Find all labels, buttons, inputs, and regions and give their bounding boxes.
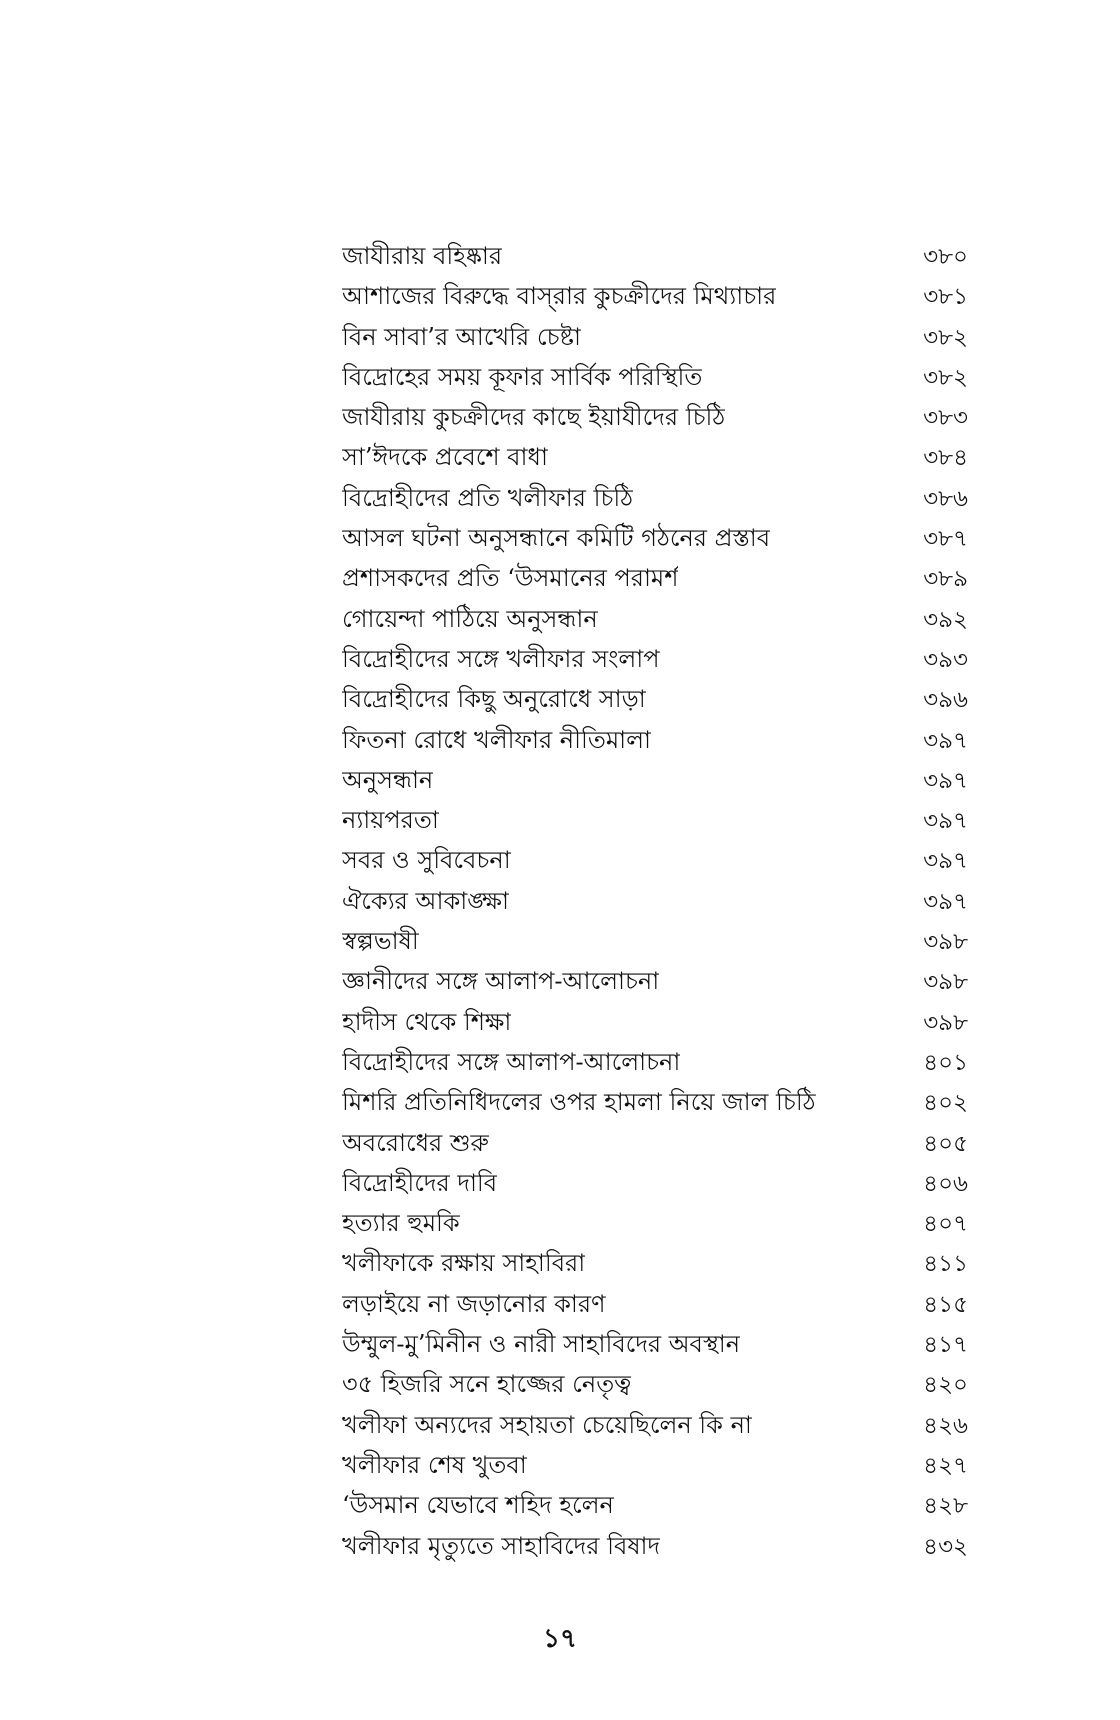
toc-entry-page: ৪০১ <box>923 1049 968 1076</box>
toc-entry-title: বিদ্রোহীদের সঙ্গে আলাপ-আলোচনা <box>342 1047 681 1076</box>
toc-entry <box>342 961 968 1001</box>
toc-entry-page: ৩৯৮ <box>923 929 968 956</box>
toc-entry <box>342 317 968 357</box>
toc-entry <box>342 558 968 598</box>
toc-entry <box>342 1364 968 1404</box>
toc-entry <box>342 599 968 639</box>
toc-entry-title: জ্ঞানীদের সঙ্গে আলাপ-আলোচনা <box>342 967 660 996</box>
toc-entry-title: জাযীরায় কুচক্রীদের কাছে ইয়াযীদের চিঠি <box>342 403 726 432</box>
toc-entry-title: বিদ্রোহীদের সঙ্গে খলীফার সংলাপ <box>342 644 660 673</box>
toc-entry-page: ৩৮২ <box>923 324 968 351</box>
toc-entry <box>342 397 968 437</box>
toc-entry-page: ৩৯৮ <box>923 969 968 996</box>
toc-entry-title: খলীফাকে রক্ষায় সাহাবিরা <box>342 1249 586 1278</box>
toc-entry-page: ৩৯৩ <box>923 646 968 673</box>
toc-entry <box>342 800 968 840</box>
toc-entry-title: ন্যায়পরতা <box>342 806 439 835</box>
toc-entry <box>342 1082 968 1122</box>
toc-entry <box>342 679 968 719</box>
toc-entry-page: ৩৮৩ <box>923 405 968 432</box>
toc-entry-title: ‘উসমান যেভাবে শহিদ হলেন <box>342 1491 614 1520</box>
toc-entry <box>342 1445 968 1485</box>
toc-entry <box>342 1163 968 1203</box>
toc-entry-page: ৪০২ <box>923 1090 968 1117</box>
toc-entry-page: ৪২৭ <box>923 1452 968 1479</box>
toc-entry <box>342 921 968 961</box>
toc-entry-page: ৩৯৭ <box>923 767 968 794</box>
toc-entry-page: ৩৯৭ <box>923 727 968 754</box>
toc-entry-title: আসল ঘটনা অনুসন্ধানে কমিটি গঠনের প্রস্তাব <box>342 524 771 553</box>
toc-entry-title: মিশরি প্রতিনিধিদলের ওপর হামলা নিয়ে জাল চিঠি <box>342 1088 816 1117</box>
toc-entry <box>342 518 968 558</box>
toc-entry <box>342 1123 968 1163</box>
toc-entry <box>342 1526 968 1566</box>
toc-entry-page: ৪১৫ <box>923 1291 968 1318</box>
toc-entry-page: ৪১৭ <box>923 1332 968 1359</box>
toc-entry <box>342 1203 968 1243</box>
toc-entry-title: উম্মুল-মু’মিনীন ও নারী সাহাবিদের অবস্থান <box>342 1330 741 1359</box>
toc-entry-page: ৩৮২ <box>923 364 968 391</box>
toc-entry-title: স্বল্পভাষী <box>342 927 419 956</box>
toc-entry-page: ৪২৮ <box>923 1493 968 1520</box>
toc-entry-title: বিদ্রোহীদের দাবি <box>342 1168 498 1197</box>
toc-entry <box>342 840 968 880</box>
toc-entry-title: হত্যার হুমকি <box>342 1209 460 1238</box>
toc-entry <box>342 881 968 921</box>
toc-entry-title: প্রশাসকদের প্রতি ‘উসমানের পরামর্শ <box>342 564 679 593</box>
toc-entry-page: ৩৮৬ <box>923 485 968 512</box>
toc-entry-title: ঐক্যের আকাঙ্ক্ষা <box>342 886 509 915</box>
toc-entry-title: ৩৫ হিজরি সনে হাজ্জের নেতৃত্ব <box>342 1370 632 1399</box>
toc-entry-title: অনুসন্ধান <box>342 765 434 794</box>
toc-entry <box>342 357 968 397</box>
toc-entry-page: ৪১১ <box>923 1251 968 1278</box>
toc-entry <box>342 1405 968 1445</box>
toc-entry-page: ৩৮০ <box>923 244 968 270</box>
toc-entry-page: ৩৮৭ <box>923 526 968 553</box>
table-of-contents <box>342 236 968 1566</box>
toc-entry-page: ৪৩২ <box>923 1533 968 1560</box>
toc-entry <box>342 720 968 760</box>
toc-entry-title: সবর ও সুবিবেচনা <box>342 846 511 875</box>
toc-entry <box>342 1324 968 1364</box>
toc-entry-page: ৩৯৬ <box>923 687 968 714</box>
toc-entry-page: ৩৮৪ <box>923 445 968 472</box>
toc-entry-title: আশাজের বিরুদ্ধে বাস্‌রার কুচক্রীদের মিথ্যাচার <box>342 282 777 311</box>
toc-entry <box>342 1485 968 1525</box>
toc-entry <box>342 1284 968 1324</box>
toc-entry-title: হাদীস থেকে শিক্ষা <box>342 1007 512 1036</box>
toc-entry <box>342 760 968 800</box>
toc-entry <box>342 236 968 276</box>
toc-entry <box>342 478 968 518</box>
toc-entry-page: ৩৯২ <box>923 606 968 633</box>
toc-entry-title: খলীফার মৃত্যুতে সাহাবিদের বিষাদ <box>342 1531 661 1560</box>
toc-entry-page: ৩৮১ <box>923 284 968 311</box>
toc-entry-page: ৩৯৮ <box>923 1009 968 1036</box>
toc-entry-page: ৩৯৭ <box>923 888 968 915</box>
toc-entry <box>342 276 968 316</box>
toc-entry-title: জাযীরায় বহিষ্কার <box>342 242 503 270</box>
toc-entry-page: ৩৮৯ <box>923 566 968 593</box>
toc-entry-page: ৪০৫ <box>923 1130 968 1157</box>
toc-entry <box>342 639 968 679</box>
toc-entry-title: গোয়েন্দা পাঠিয়ে অনুসন্ধান <box>342 604 598 633</box>
page-number: ১৭ <box>543 1624 577 1654</box>
toc-entry <box>342 1243 968 1283</box>
toc-entry-title: লড়াইয়ে না জড়ানোর কারণ <box>342 1289 606 1318</box>
toc-entry-page: ৪২৬ <box>923 1412 968 1439</box>
toc-entry-page: ৪২০ <box>923 1372 968 1399</box>
toc-entry-title: খলীফা অন্যদের সহায়তা চেয়েছিলেন কি না <box>342 1410 752 1439</box>
toc-entry-page: ৩৯৭ <box>923 848 968 875</box>
toc-entry-title: ফিতনা রোধে খলীফার নীতিমালা <box>342 725 651 754</box>
toc-entry <box>342 1002 968 1042</box>
toc-entry-title: বিদ্রোহীদের প্রতি খলীফার চিঠি <box>342 483 634 512</box>
toc-entry-title: বিন সাবা’র আখেরি চেষ্টা <box>342 322 581 351</box>
toc-entry <box>342 437 968 477</box>
toc-entry-title: বিদ্রোহীদের কিছু অনুরোধে সাড়া <box>342 685 646 714</box>
toc-entry-title: খলীফার শেষ খুতবা <box>342 1450 527 1479</box>
toc-entry-page: ৪০৬ <box>923 1170 968 1197</box>
toc-entry-page: ৩৯৭ <box>923 808 968 835</box>
toc-entry-title: অবরোধের শুরু <box>342 1128 489 1157</box>
toc-entry-title: বিদ্রোহের সময় কূফার সার্বিক পরিস্থিতি <box>342 362 703 391</box>
toc-entry-page: ৪০৭ <box>923 1211 968 1238</box>
toc-entry <box>342 1042 968 1082</box>
toc-entry-title: সা’ঈদকে প্রবেশে বাধা <box>342 443 548 472</box>
